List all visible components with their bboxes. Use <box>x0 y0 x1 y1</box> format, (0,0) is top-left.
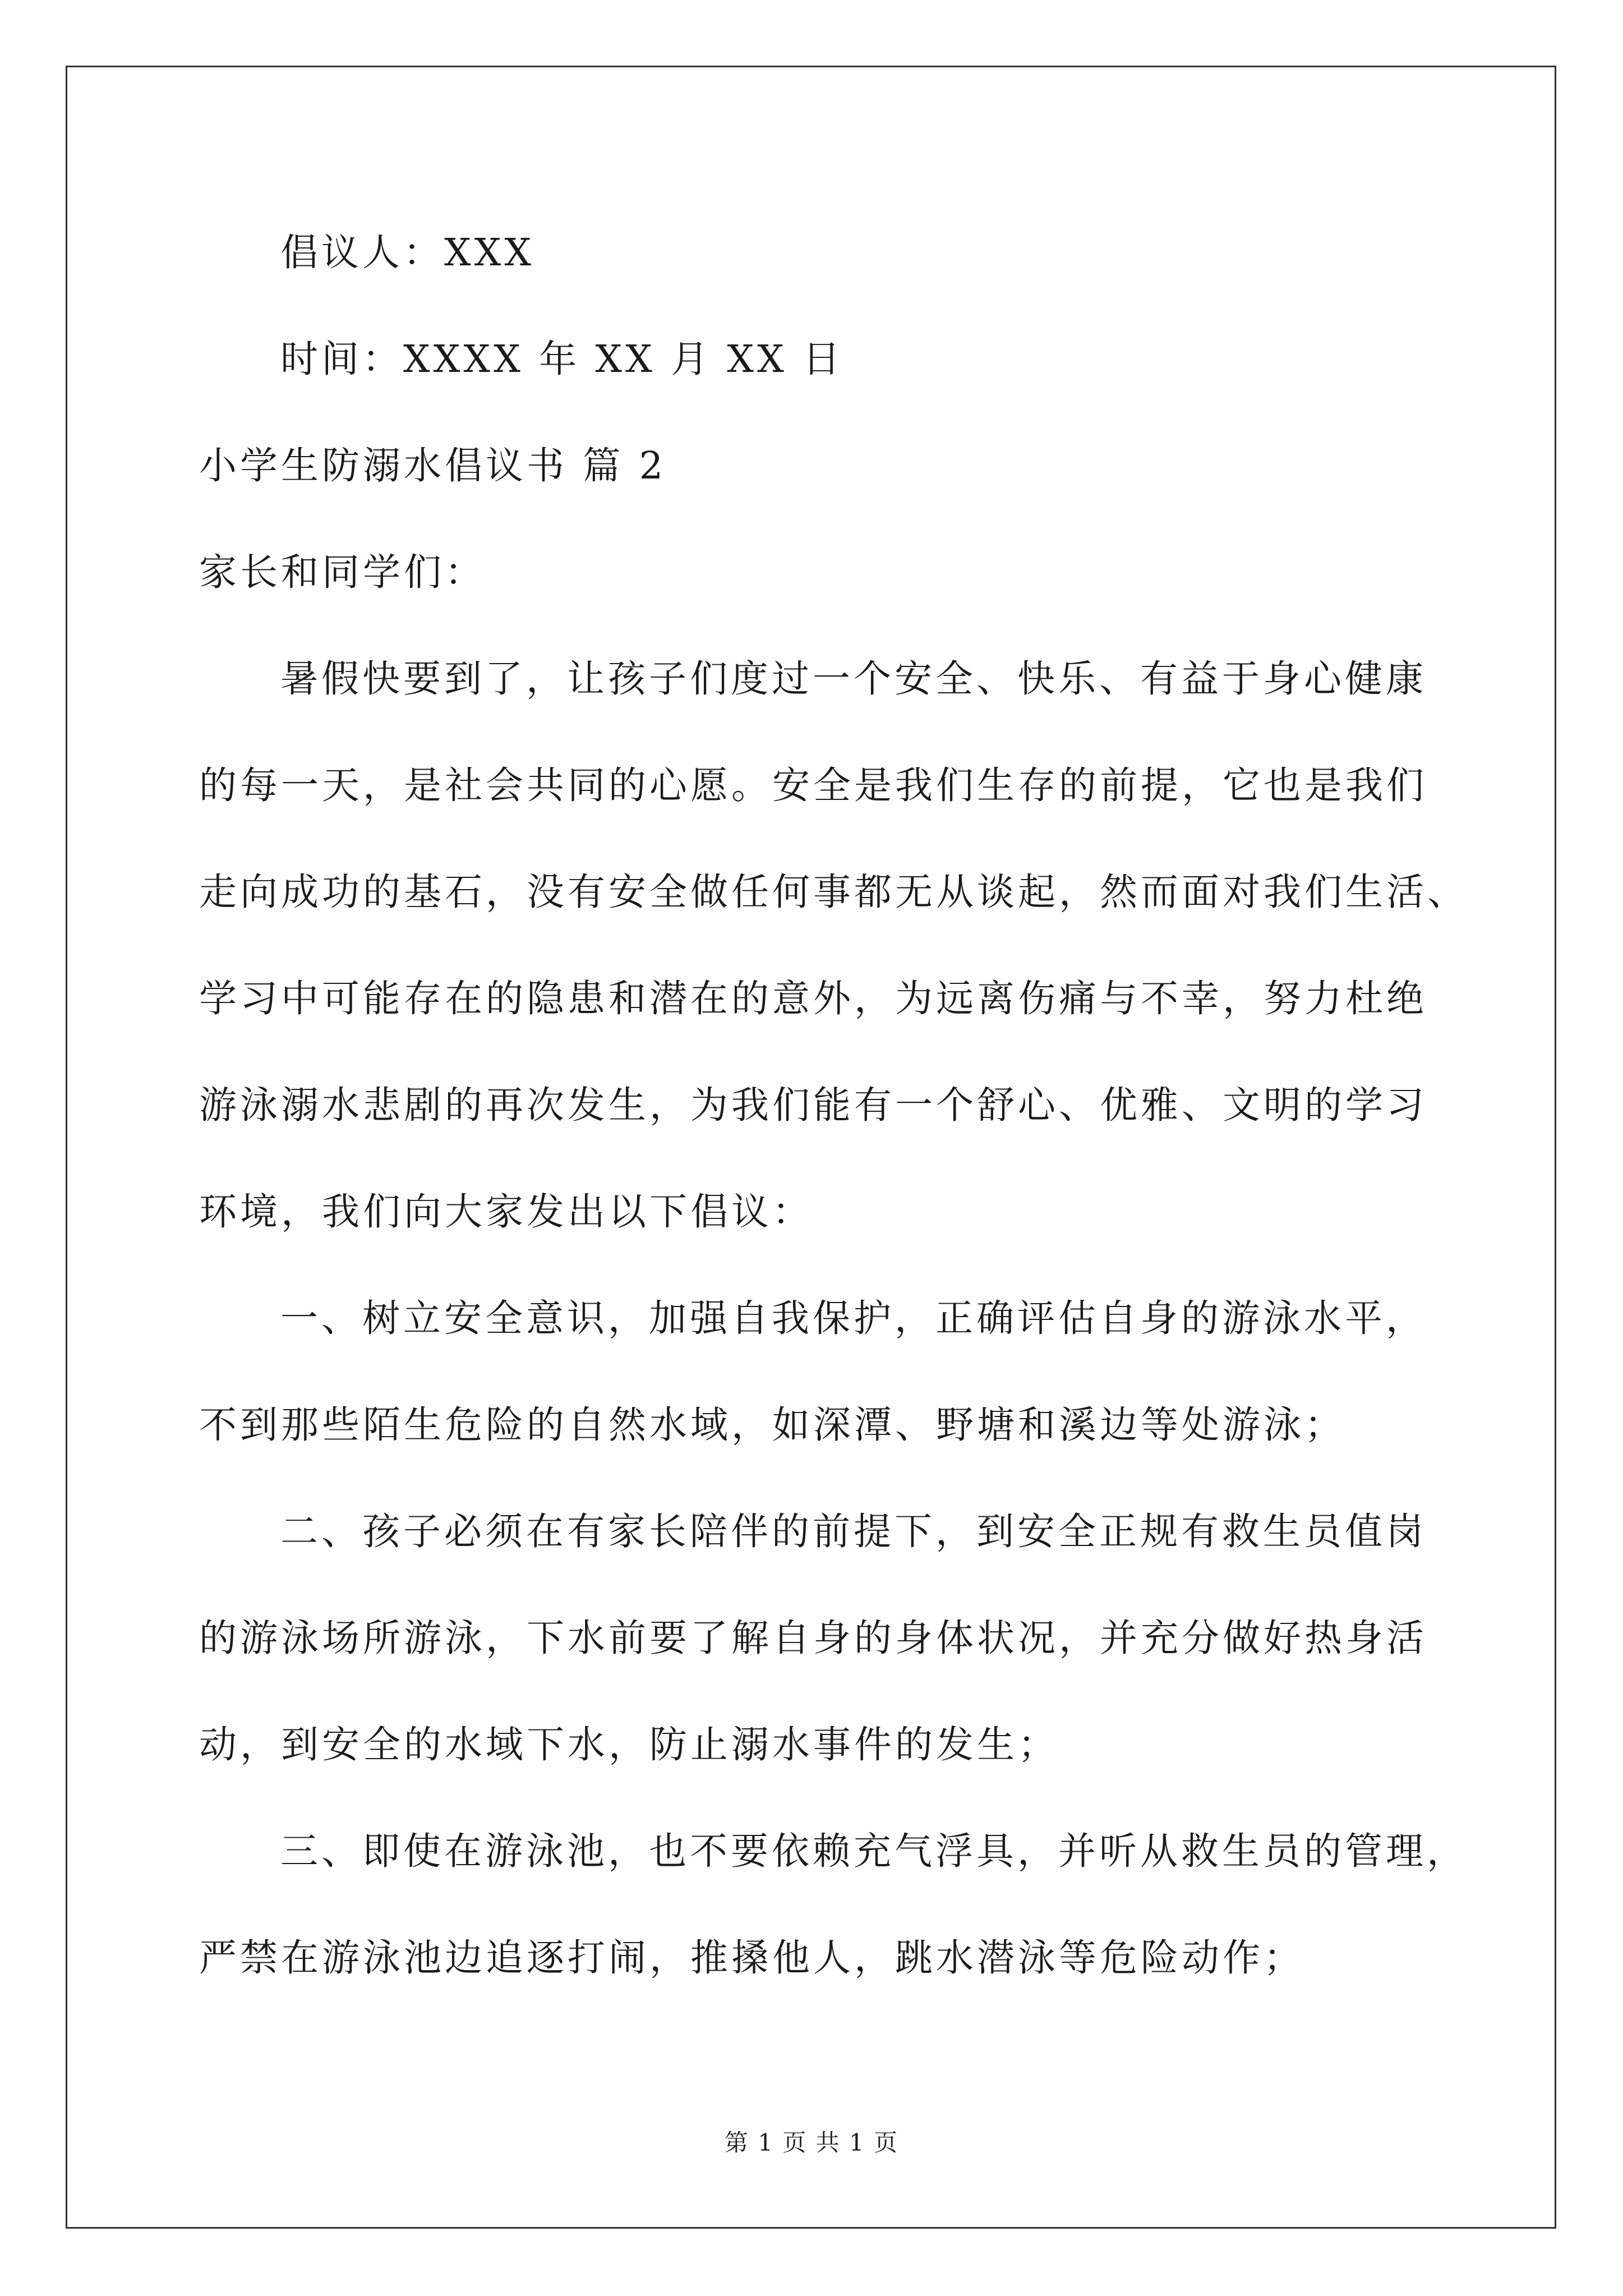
paragraph-line: 严禁在游泳池边追逐打闹，推搡他人，跳水潜泳等危险动作； <box>199 1936 1304 1980</box>
paragraph-line: 游泳溺水悲剧的再次发生，为我们能有一个舒心、优雅、文明的学习 <box>199 1083 1427 1127</box>
salutation: 家长和同学们： <box>199 550 486 594</box>
paragraph-line: 的每一天，是社会共同的心愿。安全是我们生存的前提，它也是我们 <box>199 763 1427 807</box>
page-border <box>66 66 1556 2229</box>
date-line: 时间：XXXX 年 XX 月 XX 日 <box>280 337 844 381</box>
paragraph-line: 二、孩子必须在有家长陪伴的前提下，到安全正规有救生员值岗 <box>280 1510 1427 1553</box>
paragraph-line: 动，到安全的水域下水，防止溺水事件的发生； <box>199 1723 1059 1766</box>
paragraph-line: 的游泳场所游泳，下水前要了解自身的身体状况，并充分做好热身活 <box>199 1616 1427 1660</box>
paragraph-line: 一、树立安全意识，加强自我保护，正确评估自身的游泳水平， <box>280 1296 1427 1340</box>
paragraph-line: 学习中可能存在的隐患和潜在的意外，为远离伤痛与不幸，努力杜绝 <box>199 977 1427 1020</box>
paragraph-line: 走向成功的基石，没有安全做任何事都无从谈起，然而面对我们生活、 <box>199 870 1468 914</box>
paragraph-line: 暑假快要到了，让孩子们度过一个安全、快乐、有益于身心健康 <box>280 657 1427 701</box>
section-title: 小学生防溺水倡议书 篇 2 <box>199 444 667 487</box>
paragraph-line: 不到那些陌生危险的自然水域，如深潭、野塘和溪边等处游泳； <box>199 1403 1345 1447</box>
page-footer: 第 1 页 共 1 页 <box>724 2129 899 2156</box>
paragraph-line: 环境，我们向大家发出以下倡议： <box>199 1190 813 1234</box>
paragraph-line: 三、即使在游泳池，也不要依赖充气浮具，并听从救生员的管理， <box>280 1829 1468 1873</box>
initiator-line: 倡议人：XXX <box>280 231 535 274</box>
